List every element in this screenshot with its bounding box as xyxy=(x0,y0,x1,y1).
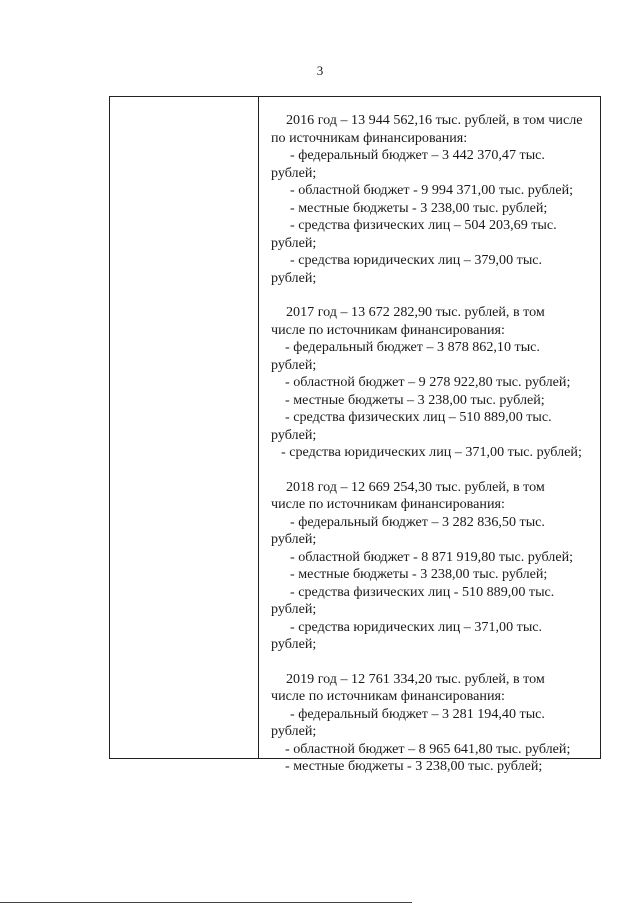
text-line: рублей; xyxy=(271,531,317,547)
text-line: по источникам финансирования: xyxy=(271,129,468,146)
year-summary-line: 2017 год – 13 672 282,90 тыс. рублей, в том xyxy=(286,304,545,320)
text-line: рублей; xyxy=(271,426,317,443)
federal-budget-line: - федеральный бюджет – 3 281 194,40 тыс. xyxy=(290,705,545,722)
text-line: рублей; xyxy=(271,164,317,181)
legal-entities-funds-line: - средства юридических лиц – 379,00 тыс. xyxy=(290,252,543,268)
text-line: рублей; xyxy=(271,356,317,373)
regional-budget-line: - областной бюджет - 9 994 371,00 тыс. рублей; xyxy=(290,182,574,198)
text-line: рублей; xyxy=(271,234,317,251)
individuals-funds-line: - средства физических лиц – 510 889,00 тыс. xyxy=(285,409,552,425)
funding-table xyxy=(109,96,601,774)
year-summary-line: 2016 год – 13 944 562,16 тыс. рублей, в том числе xyxy=(286,112,583,128)
regional-budget-line: - областной бюджет – 8 965 641,80 тыс. рублей; xyxy=(285,740,571,757)
individuals-funds-line: - средства физических лиц - 510 889,00 тыс. xyxy=(290,583,555,600)
year-summary-line: 2019 год – 12 761 334,20 тыс. рублей, в том xyxy=(286,670,545,687)
legal-entities-funds-line: - средства юридических лиц – 371,00 тыс. рублей; xyxy=(281,444,582,460)
local-budget-line: - местные бюджеты - 3 238,00 тыс. рублей; xyxy=(290,566,548,582)
funding-cell xyxy=(271,112,601,793)
federal-budget-line: - федеральный бюджет – 3 878 862,10 тыс. xyxy=(285,339,540,355)
year-summary-line: 2018 год – 12 669 254,30 тыс. рублей, в том xyxy=(286,478,545,495)
funding-2017 xyxy=(271,304,601,462)
text-line: числе по источникам финансирования: xyxy=(271,321,505,338)
text-line: числе по источникам финансирования: xyxy=(271,688,505,704)
funding-2019 xyxy=(271,671,601,776)
column-divider xyxy=(258,97,259,758)
text-line: рублей; xyxy=(271,636,317,652)
funding-2016 xyxy=(271,112,601,287)
text-line: числе по источникам финансирования: xyxy=(271,496,505,512)
local-budget-line: - местные бюджеты - 3 238,00 тыс. рублей; xyxy=(290,199,548,216)
federal-budget-line: - федеральный бюджет – 3 442 370,47 тыс. xyxy=(290,147,545,163)
regional-budget-line: - областной бюджет – 9 278 922,80 тыс. рублей; xyxy=(285,374,571,390)
funding-2018 xyxy=(271,479,601,654)
text-line: рублей; xyxy=(271,723,317,739)
regional-budget-line: - областной бюджет - 8 871 919,80 тыс. рублей; xyxy=(290,548,574,565)
text-line: рублей; xyxy=(271,601,317,617)
federal-budget-line: - федеральный бюджет – 3 282 836,50 тыс. xyxy=(290,513,545,530)
legal-entities-funds-line: - средства юридических лиц – 371,00 тыс. xyxy=(290,618,543,635)
local-budget-line: - местные бюджеты - 3 238,00 тыс. рублей; xyxy=(285,758,543,774)
page-number: 3 xyxy=(316,63,324,78)
text-line: рублей; xyxy=(271,269,317,286)
local-budget-line: - местные бюджеты – 3 238,00 тыс. рублей; xyxy=(285,391,545,408)
individuals-funds-line: - средства физических лиц – 504 203,69 тыс. xyxy=(290,217,557,233)
